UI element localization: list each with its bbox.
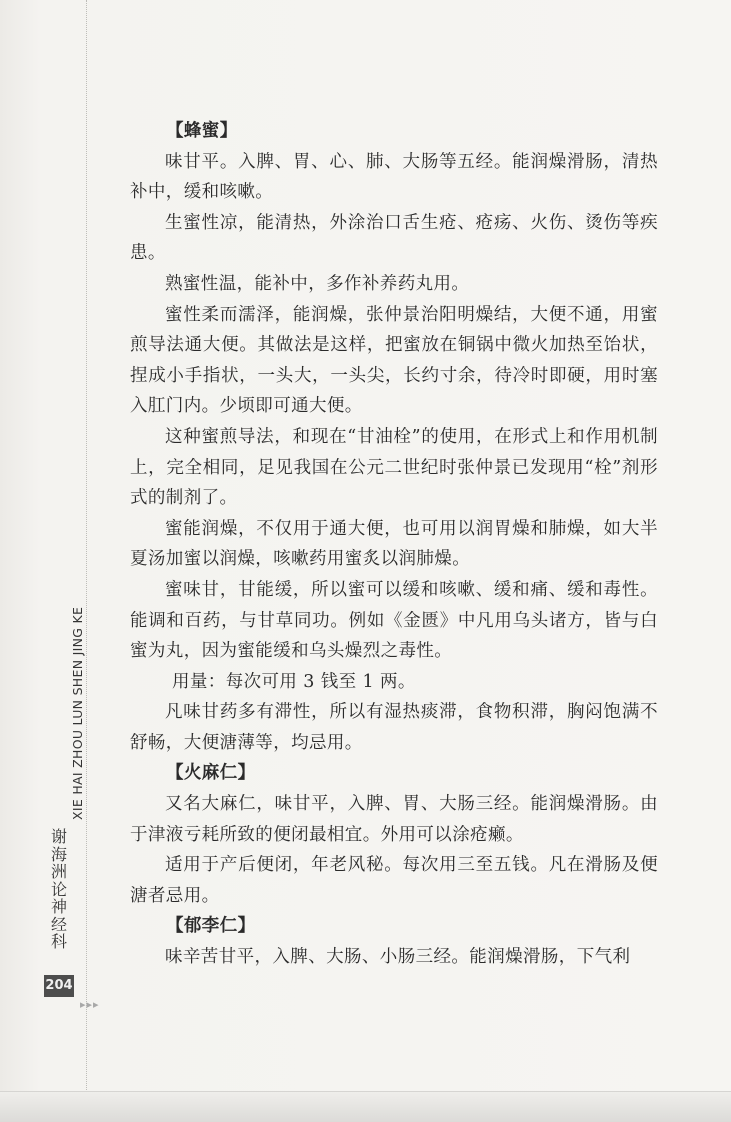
paragraph: 味甘平。入脾、胃、心、肺、大肠等五经。能润燥滑肠，清热补中，缓和咳嗽。 [130,151,658,203]
side-title-pinyin-text: XIE HAI ZHOU LUN SHEN JING KE [70,606,85,820]
section-heading-yuliren: 【郁李仁】 [166,916,256,937]
side-title-pinyin [48,598,85,820]
side-title-char: 科 [50,932,67,951]
paragraph: 熟蜜性温，能补中，多作补养药丸用。 [165,273,470,294]
page-body [130,116,658,973]
dosage-line: 用量：每次可用 3 钱至 1 两。 [172,671,416,692]
side-title-char: 海 [50,844,67,864]
side-title-char: 谢 [50,827,67,846]
section-heading-huomaren: 【火麻仁】 [166,763,256,784]
page-bottom-edge [0,1091,731,1122]
paragraph: 生蜜性凉，能清热，外涂治口舌生疮、疮疡、火伤、烫伤等疾患。 [130,212,658,264]
side-title-char: 洲 [50,862,67,881]
side-title-chinese [48,828,70,951]
nav-arrows-icon: ▸▸▸ [80,998,100,1011]
section-heading-fengmi: 【蜂蜜】 [166,121,238,141]
paragraph: 凡味甘药多有滞性，所以有湿热痰滞，食物积滞，胸闷饱满不舒畅，大便溏薄等，均忌用。 [130,702,658,753]
paragraph: 又名大麻仁，味甘平，入脾、胃、大肠三经。能润燥滑肠。由于津液亏耗所致的便闭最相宜。外用可以涂疮癞。 [130,794,658,845]
paragraph: 蜜性柔而濡泽，能润燥，张仲景治阳明燥结，大便不通，用蜜煎导法通大便。其做法是这样，把蜜放在铜锅中微火加热至饴状，捏成小手指状，一头大，一头尖，长约寸余，待冷时即硬，用时塞入肛门内。少顷即可通大便。 [130,304,658,417]
side-title-char: 神 [50,897,67,916]
side-title-char: 经 [50,914,67,934]
page-number: 204 [44,975,74,997]
side-title-char: 论 [50,879,67,899]
paragraph: 味辛苦甘平，入脾、大肠、小肠三经。能润燥滑肠，下气利 [165,947,631,968]
paragraph: 适用于产后便闭，年老风秘。每次用三至五钱。凡在滑肠及便溏者忌用。 [130,855,658,906]
margin-dotted-rule [86,0,87,1090]
paragraph: 蜜能润燥，不仅用于通大便，也可用以润胃燥和肺燥，如大半夏汤加蜜以润燥，咳嗽药用蜜炙以润肺燥。 [130,518,658,570]
paragraph: 蜜味甘，甘能缓，所以蜜可以缓和咳嗽、缓和痛、缓和毒性。能调和百药，与甘草同功。例如《金匮》中凡用乌头诸方，皆与白蜜为丸，因为蜜能缓和乌头燥烈之毒性。 [130,579,658,662]
paragraph: 这种蜜煎导法，和现在“甘油栓”的使用，在形式上和作用机制上，完全相同，足见我国在公元二世纪时张仲景已发现用“栓”剂形式的制剂了。 [130,426,658,509]
